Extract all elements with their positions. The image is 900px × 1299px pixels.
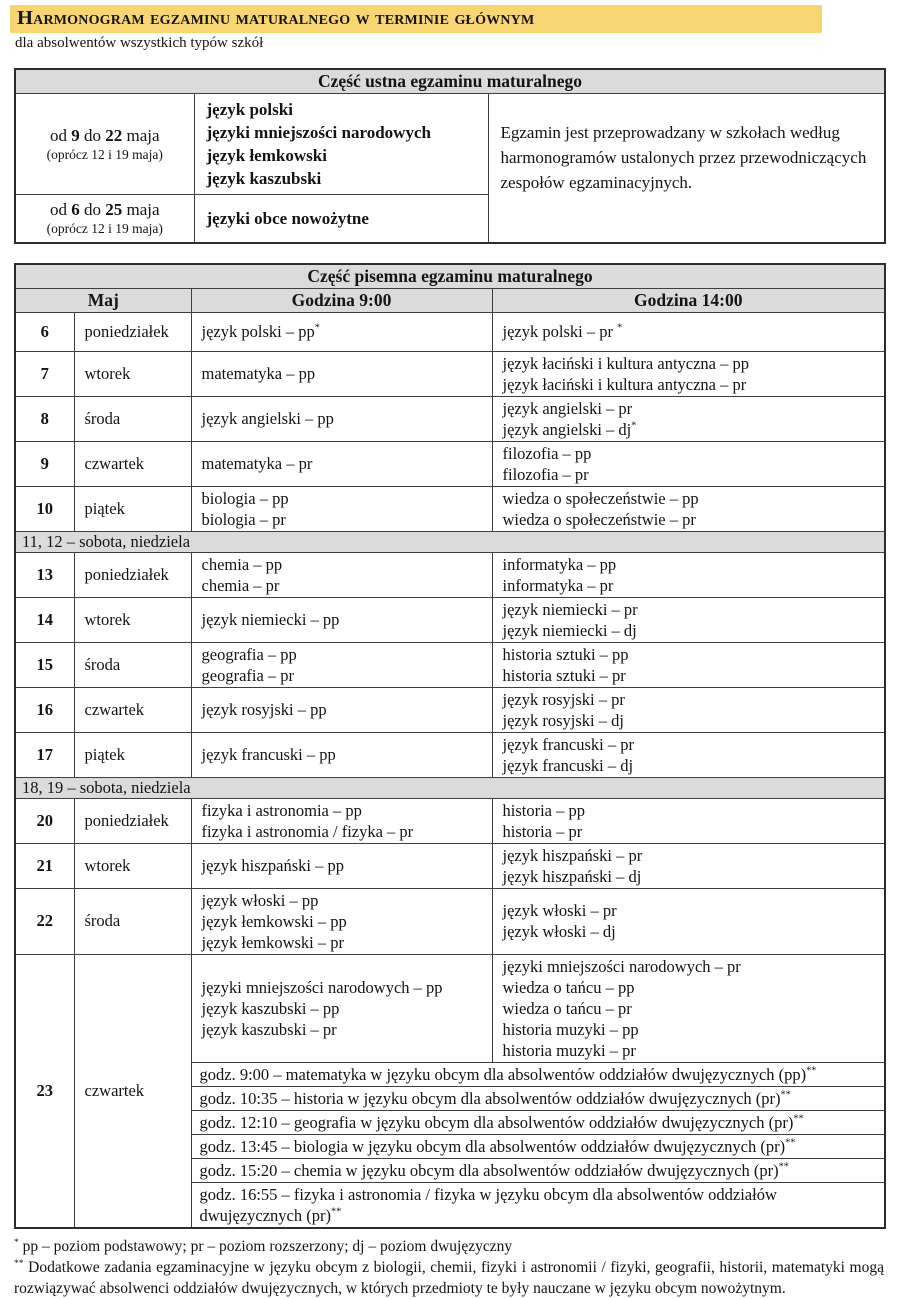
- oral-subject-line: język kaszubski: [206, 169, 322, 188]
- footnote-marker: *: [631, 420, 637, 431]
- morning-subjects-cell: [191, 642, 492, 687]
- afternoon-subjects-cell: [492, 732, 885, 777]
- exam-day-row: [15, 687, 885, 732]
- exam-day-row: [15, 312, 885, 351]
- timed-exam-line: godz. 9:00 – matematyka w języku obcym dla absolwentów oddziałów dwujęzycznych (pp)**: [199, 1064, 817, 1084]
- day-name: poniedziałek: [74, 798, 191, 843]
- weekend-row: [15, 777, 885, 798]
- exam-day-row: [15, 552, 885, 597]
- timed-exam-cell: [191, 1086, 885, 1110]
- page-title: Harmonogram egzaminu maturalnego w terminie głównym: [10, 5, 822, 33]
- afternoon-subjects-cell: [492, 486, 885, 531]
- exam-day-row: [15, 441, 885, 486]
- afternoon-subjects-cell: [492, 642, 885, 687]
- oral-subject-line: języki obce nowożytne: [206, 208, 369, 228]
- date-text: maja: [122, 200, 160, 220]
- morning-subjects-cell: [191, 597, 492, 642]
- written-exam-table: [14, 263, 886, 1229]
- subject-line: język francuski – pp: [201, 745, 336, 764]
- subject-line: historia muzyki – pr: [502, 1040, 636, 1060]
- day-number: 13: [15, 552, 74, 597]
- subject-line: historia sztuki – pr: [502, 665, 626, 685]
- day-number: 16: [15, 687, 74, 732]
- page-subtitle: dla absolwentów wszystkich typów szkół: [15, 35, 264, 51]
- subject-line: język niemiecki – pp: [201, 610, 340, 629]
- footnote-marker: **: [806, 1065, 817, 1076]
- oral-subject-line: język polski: [206, 100, 293, 119]
- subject-line: informatyka – pr: [502, 575, 614, 595]
- morning-subjects-cell: [191, 312, 492, 351]
- subject-line: matematyka – pr: [201, 454, 313, 473]
- col-header-month: Maj: [15, 288, 191, 312]
- timed-exam-line: godz. 10:35 – historia w języku obcym dla absolwentów oddziałów dwujęzycznych (pr)**: [199, 1088, 791, 1108]
- afternoon-subjects-cell: [492, 687, 885, 732]
- written-table-column-header-row: [15, 288, 885, 312]
- morning-subjects-cell: [191, 552, 492, 597]
- day-name: piątek: [74, 732, 191, 777]
- footnote-marker: **: [780, 1089, 791, 1100]
- afternoon-subjects-cell: [492, 798, 885, 843]
- afternoon-subjects-cell: [492, 351, 885, 396]
- footnote-double-star-marker: **: [14, 1257, 24, 1269]
- oral-date-exception: (oprócz 12 i 19 maja): [46, 147, 163, 162]
- afternoon-subjects-cell: [492, 312, 885, 351]
- oral-date-cell: [15, 94, 194, 195]
- exam-day-row: [15, 954, 885, 1062]
- subject-line: wiedza o tańcu – pp: [502, 977, 635, 997]
- date-text: do: [79, 200, 106, 220]
- morning-subjects-cell: [191, 798, 492, 843]
- subject-line: wiedza o tańcu – pr: [502, 998, 632, 1018]
- subject-line: biologia – pr: [201, 509, 286, 529]
- footnote-star-text: pp – poziom podstawowy; pr – poziom rozszerzony; dj – poziom dwujęzyczny: [18, 1237, 513, 1255]
- oral-date-range: [20, 199, 190, 220]
- subject-line: geografia – pp: [201, 644, 297, 664]
- timed-exam-line: godz. 13:45 – biologia w języku obcym dla absolwentów oddziałów dwujęzycznych (pr)**: [199, 1136, 796, 1156]
- day-name: środa: [74, 888, 191, 954]
- subject-line: wiedza o społeczeństwie – pp: [502, 488, 699, 508]
- subject-line: biologia – pp: [201, 488, 289, 508]
- morning-subjects-cell: [191, 486, 492, 531]
- day-number: 22: [15, 888, 74, 954]
- subject-line: język hiszpański – dj: [502, 866, 642, 886]
- day-name: wtorek: [74, 351, 191, 396]
- timed-exam-cell: [191, 1182, 885, 1228]
- morning-subjects-cell: [191, 843, 492, 888]
- subject-line: matematyka – pp: [201, 364, 316, 383]
- subject-line: geografia – pr: [201, 665, 295, 685]
- subject-line: język łaciński i kultura antyczna – pp: [502, 353, 750, 373]
- oral-exam-table: [14, 68, 886, 244]
- weekend-label: 18, 19 – sobota, niedziela: [15, 777, 885, 798]
- date-text: maja: [122, 126, 160, 145]
- day-name: piątek: [74, 486, 191, 531]
- exam-day-row: [15, 597, 885, 642]
- subject-line: język angielski – pp: [201, 409, 334, 428]
- day-number: 17: [15, 732, 74, 777]
- subject-line: język łemkowski – pp: [201, 911, 347, 931]
- morning-subjects-cell: [191, 732, 492, 777]
- subject-line: języki mniejszości narodowych – pp: [201, 977, 443, 997]
- col-header-afternoon: Godzina 14:00: [492, 288, 885, 312]
- subject-line: język łaciński i kultura antyczna – pr: [502, 374, 747, 394]
- footnote-marker: **: [793, 1113, 804, 1124]
- subject-line: język rosyjski – pr: [502, 689, 625, 709]
- day-number: 21: [15, 843, 74, 888]
- exam-day-row: [15, 642, 885, 687]
- date-number: 25: [105, 200, 123, 220]
- oral-subject-line: języki mniejszości narodowych: [206, 123, 431, 142]
- timed-exam-cell: [191, 1062, 885, 1086]
- footnote-marker: **: [330, 1206, 342, 1217]
- day-number: 7: [15, 351, 74, 396]
- date-number: 6: [71, 200, 80, 220]
- timed-exam-line: godz. 12:10 – geografia w języku obcym dla absolwentów oddziałów dwujęzycznych (pr)**: [199, 1112, 804, 1132]
- date-number: 9: [71, 126, 80, 145]
- col-header-morning: Godzina 9:00: [191, 288, 492, 312]
- subject-line: filozofia – pr: [502, 464, 589, 484]
- footnote-marker: *: [314, 322, 320, 334]
- day-number: 9: [15, 441, 74, 486]
- day-name: czwartek: [74, 954, 191, 1228]
- oral-note-cell: Egzamin jest przeprowadzany w szkołach według harmonogramów ustalonych przez przewodniczących zespołów egzaminacyjnych.: [488, 94, 885, 243]
- subject-line: język rosyjski – dj: [502, 710, 624, 730]
- morning-subjects-cell: [191, 441, 492, 486]
- weekend-label: 11, 12 – sobota, niedziela: [15, 531, 885, 552]
- morning-subjects-cell: [191, 351, 492, 396]
- oral-date-exception: (oprócz 12 i 19 maja): [46, 221, 163, 237]
- timed-exam-cell: [191, 1110, 885, 1134]
- subject-line: język rosyjski – pp: [201, 700, 327, 719]
- footnote-double-star-text: Dodatkowe zadania egzaminacyjne w języku obcym z biologii, chemii, fizyki i astronomii / fizyki, geografii, historii, matematyki mogą rozwiązywać absolwenci oddziałów dwujęzycznych, w których przedmioty te były nauczane w języku obcym nowożytnym.: [14, 1258, 884, 1297]
- exam-day-row: [15, 486, 885, 531]
- afternoon-subjects-cell: [492, 396, 885, 441]
- footnote-star-marker: *: [14, 1236, 19, 1248]
- subject-line: język angielski – pr: [502, 398, 633, 418]
- weekend-row: [15, 531, 885, 552]
- day-number: 8: [15, 396, 74, 441]
- day-number: 23: [15, 954, 74, 1228]
- afternoon-subjects-cell: [492, 597, 885, 642]
- day-name: wtorek: [74, 843, 191, 888]
- timed-exam-line: godz. 16:55 – fizyka i astronomia / fizyka w języku obcym dla absolwentów oddziałów dwujęzycznych (pr)**: [199, 1184, 777, 1225]
- day-name: poniedziałek: [74, 312, 191, 351]
- exam-day-row: [15, 351, 885, 396]
- afternoon-subjects-cell: [492, 552, 885, 597]
- subject-line: historia muzyki – pp: [502, 1019, 639, 1039]
- oral-date-range: [20, 125, 190, 146]
- day-number: 15: [15, 642, 74, 687]
- written-table-title-row: [15, 264, 885, 289]
- date-text: od: [49, 126, 72, 145]
- exam-day-row: [15, 888, 885, 954]
- oral-subjects-cell: [194, 94, 488, 195]
- footnote-marker: *: [617, 322, 623, 334]
- exam-day-row: [15, 732, 885, 777]
- subject-line: historia – pp: [502, 800, 585, 820]
- subject-line: informatyka – pp: [502, 554, 617, 574]
- day-number: 10: [15, 486, 74, 531]
- subject-line: historia sztuki – pp: [502, 644, 629, 664]
- footnote-bilingual-note: [14, 1257, 884, 1299]
- subject-line: język włoski – pp: [201, 890, 319, 910]
- oral-table-title: Część ustna egzaminu maturalnego: [15, 69, 885, 94]
- afternoon-subjects-cell: [492, 843, 885, 888]
- subject-line: chemia – pp: [201, 554, 283, 574]
- subject-line: język niemiecki – dj: [502, 620, 637, 640]
- date-number: 22: [105, 126, 123, 145]
- subject-line: fizyka i astronomia – pp: [201, 800, 362, 820]
- subject-line: chemia – pr: [201, 575, 280, 595]
- subject-line: wiedza o społeczeństwie – pr: [502, 509, 696, 529]
- subject-line: język kaszubski – pp: [201, 998, 340, 1018]
- subject-line: filozofia – pp: [502, 443, 592, 463]
- afternoon-subjects-cell: [492, 888, 885, 954]
- footnote-marker: **: [785, 1137, 796, 1148]
- oral-date-cell: [15, 195, 194, 243]
- day-name: wtorek: [74, 597, 191, 642]
- footnote-marker: **: [778, 1161, 789, 1172]
- subject-line: język angielski – dj*: [502, 419, 637, 439]
- written-table-title: Część pisemna egzaminu maturalnego: [15, 264, 885, 289]
- subject-line: język włoski – pr: [502, 901, 617, 920]
- day-name: czwartek: [74, 687, 191, 732]
- exam-day-row: [15, 396, 885, 441]
- oral-subject-line: język łemkowski: [206, 146, 327, 165]
- exam-day-row: [15, 843, 885, 888]
- subject-line: język kaszubski – pr: [201, 1019, 337, 1039]
- subject-line: język polski – pr *: [502, 322, 623, 341]
- footnote-levels-legend: [14, 1236, 884, 1257]
- subject-line: język łemkowski – pr: [201, 932, 345, 952]
- subject-line: historia – pr: [502, 821, 583, 841]
- day-name: czwartek: [74, 441, 191, 486]
- afternoon-subjects-cell: [492, 954, 885, 1062]
- subject-line: język francuski – dj: [502, 755, 634, 775]
- morning-subjects-cell: [191, 396, 492, 441]
- morning-subjects-cell: [191, 888, 492, 954]
- subject-line: fizyka i astronomia / fizyka – pr: [201, 821, 414, 841]
- timed-exam-line: godz. 15:20 – chemia w języku obcym dla absolwentów oddziałów dwujęzycznych (pr)**: [199, 1160, 789, 1180]
- subject-line: języki mniejszości narodowych – pr: [502, 956, 741, 976]
- date-text: od: [49, 200, 72, 220]
- subject-line: język hiszpański – pr: [502, 845, 643, 865]
- day-number: 14: [15, 597, 74, 642]
- day-name: poniedziałek: [74, 552, 191, 597]
- date-text: do: [79, 126, 106, 145]
- subject-line: język niemiecki – pr: [502, 599, 638, 619]
- day-number: 6: [15, 312, 74, 351]
- oral-row: [15, 94, 885, 195]
- subject-line: język polski – pp*: [201, 322, 320, 341]
- day-name: środa: [74, 642, 191, 687]
- morning-subjects-cell: [191, 954, 492, 1062]
- oral-table-header-row: [15, 69, 885, 94]
- subject-line: język włoski – dj: [502, 922, 616, 941]
- subject-line: język francuski – pr: [502, 734, 634, 754]
- morning-subjects-cell: [191, 687, 492, 732]
- afternoon-subjects-cell: [492, 441, 885, 486]
- day-name: środa: [74, 396, 191, 441]
- exam-day-row: [15, 798, 885, 843]
- oral-subjects-cell: [194, 195, 488, 243]
- subject-line: język hiszpański – pp: [201, 856, 345, 875]
- timed-exam-cell: [191, 1134, 885, 1158]
- timed-exam-cell: [191, 1158, 885, 1182]
- day-number: 20: [15, 798, 74, 843]
